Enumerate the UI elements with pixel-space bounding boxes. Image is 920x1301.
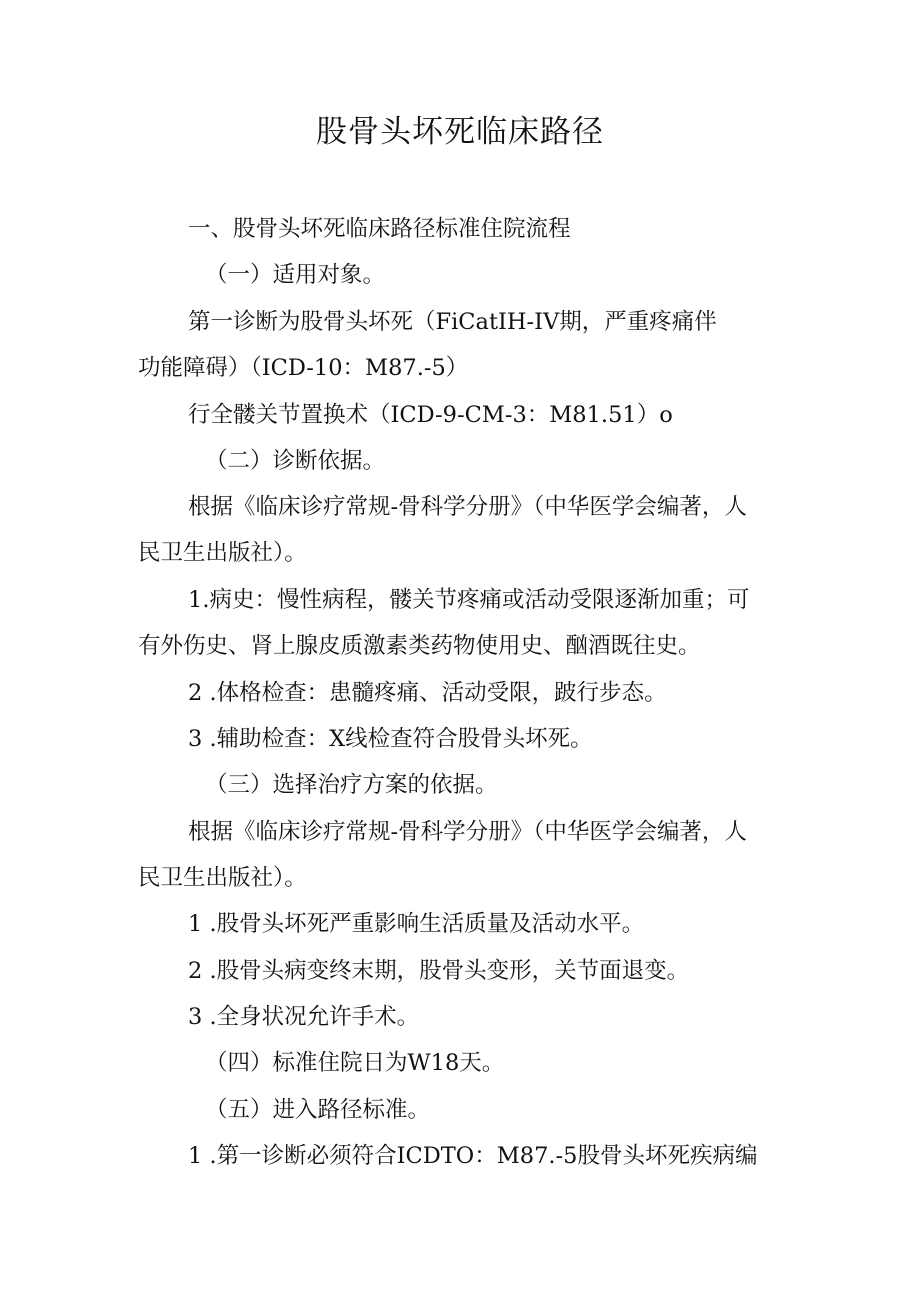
paragraph-line: 行全髅关节置换术（ICD-9-CM-3：M81.51）o: [188, 402, 673, 428]
list-item: 3 .辅助检查：X线检查符合股骨头坏死。: [188, 726, 593, 752]
section-heading: 一、股骨头坏死临床路径标准住院流程: [188, 216, 571, 242]
list-item: 2 .股骨头病变终末期，股骨头变形，关节面退变。: [188, 958, 690, 984]
paragraph-line: 民卫生出版社）。: [138, 540, 307, 566]
paragraph-line: 民卫生出版社）。: [138, 865, 307, 891]
paragraph-line: 第一诊断为股骨头坏死（FiCatIH-IV期，严重疼痛伴: [188, 309, 717, 335]
subsection-heading: （一）适用对象。: [205, 262, 386, 288]
paragraph-line: 有外伤史、肾上腺皮质激素类药物使用史、酗酒既往史。: [138, 633, 701, 659]
subsection-heading: （二）诊断依据。: [205, 448, 386, 474]
list-item: 3 .全身状况允许手术。: [188, 1004, 420, 1030]
document-title: 股骨头坏死临床路径: [316, 114, 604, 150]
paragraph-line: 根据《临床诊疗常规-骨科学分册》（中华医学会编著，人: [188, 494, 747, 520]
subsection-heading: （五）进入路径标准。: [205, 1097, 431, 1123]
subsection-heading: （三）选择治疗方案的依据。: [205, 772, 498, 798]
list-item: 1 .股骨头坏死严重影响生活质量及活动水平。: [188, 911, 645, 937]
list-item: 1 .第一诊断必须符合ICDTO：M87.-5股骨头坏死疾病编: [188, 1143, 758, 1169]
subsection-heading: （四）标准住院日为W18天。: [205, 1050, 505, 1076]
list-item: 2 .体格检查：患髓疼痛、活动受限，跛行步态。: [188, 680, 667, 706]
list-item: 1.病史：慢性病程，髅关节疼痛或活动受限逐渐加重；可: [188, 587, 750, 613]
paragraph-line: 根据《临床诊疗常规-骨科学分册》（中华医学会编著，人: [188, 819, 747, 845]
paragraph-line: 功能障碍）（ICD-10：M87.-5）: [138, 355, 469, 381]
